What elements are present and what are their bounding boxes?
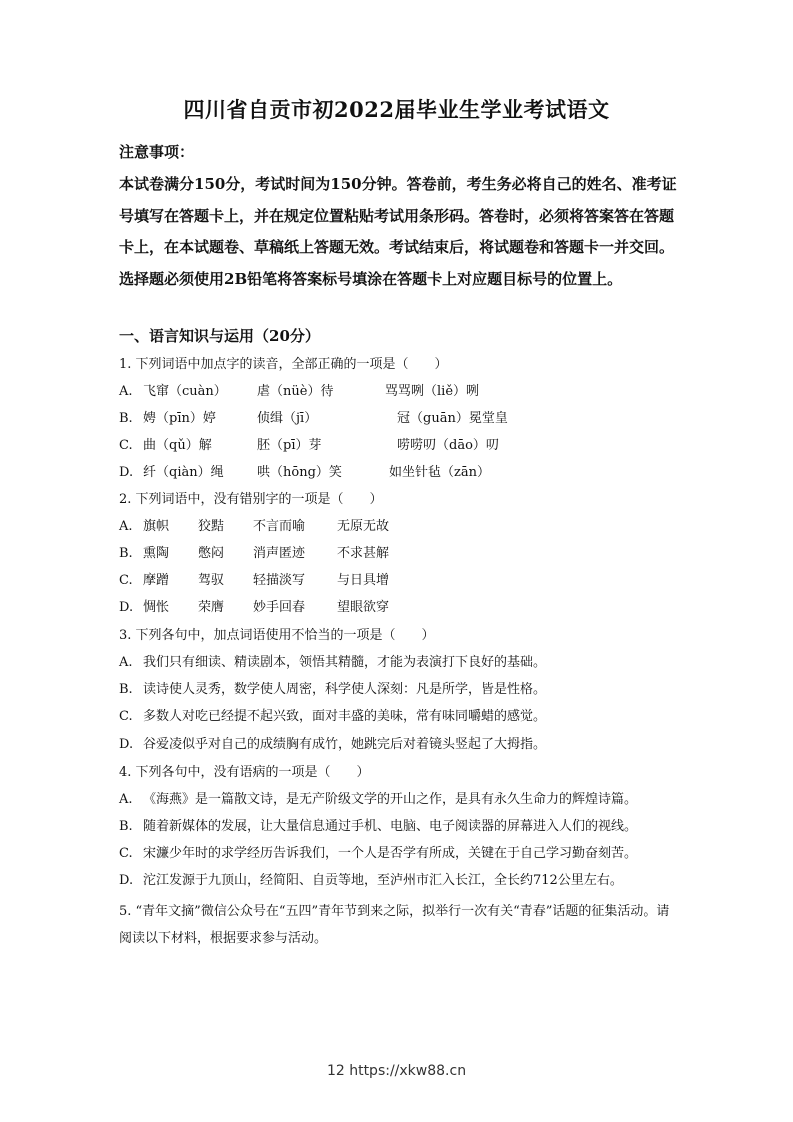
question-5-stem: 5. “青年文摘”微信公众号在“五四”青年节到来之际，拟举行一次有关“青春”话题的征集活动。请阅读以下材料，根据要求参与活动。	[119, 904, 670, 946]
option-text: 我们只有细读、精读剧本，领悟其精髓，才能为表演打下良好的基础。	[143, 655, 547, 670]
option-label: A.	[119, 519, 133, 534]
q3-option-d	[119, 736, 546, 754]
q1-d-item-1: 纤（qiàn）绳	[143, 465, 224, 480]
q3-option-b	[119, 681, 546, 699]
q1-a-item-1: 飞窜（cuàn）	[143, 384, 227, 399]
q2-d-word-4: 望眼欲穿	[337, 600, 390, 615]
option-text: 多数人对吃已经提不起兴致，面对丰盛的美味，常有味同嚼蜡的感觉。	[143, 709, 547, 724]
q1-c-item-3: 唠唠叨（dāo）叨	[397, 438, 499, 453]
q2-c-word-2: 驾驭	[198, 573, 225, 588]
page-title: 四川省自贡市初2022届毕业生学业考试语文	[183, 97, 610, 122]
q3-option-c	[119, 708, 546, 726]
option-label: A.	[119, 655, 133, 670]
q2-b-word-2: 憋闷	[198, 546, 225, 561]
option-text: 沱江发源于九顶山，经简阳、自贡等地，至泸州市汇入长江，全长约712公里左右。	[143, 873, 623, 888]
q4-option-b	[119, 818, 637, 836]
q2-d-word-1: 惆怅	[143, 600, 170, 615]
option-label: C.	[119, 573, 133, 588]
q2-b-word-1: 熏陶	[143, 546, 170, 561]
option-label: A.	[119, 384, 133, 399]
q1-a-item-2: 虐（nüè）待	[257, 384, 334, 399]
question-3-stem: 3. 下列各句中，加点词语使用不恰当的一项是（ ）	[119, 628, 435, 643]
option-text: 《海燕》是一篇散文诗，是无产阶级文学的开山之作，是具有永久生命力的辉煌诗篇。	[143, 792, 638, 807]
q2-c-word-4: 与日具增	[337, 573, 390, 588]
option-text: 读诗使人灵秀，数学使人周密，科学使人深刻：凡是所学，皆是性格。	[143, 682, 547, 697]
q2-b-word-4: 不求甚解	[337, 546, 390, 561]
option-label: D.	[119, 873, 134, 888]
option-text: 随着新媒体的发展，让大量信息通过手机、电脑、电子阅读器的屏幕进入人们的视线。	[143, 819, 638, 834]
q2-c-word-1: 摩蹭	[143, 573, 170, 588]
q1-option-c	[119, 437, 143, 455]
notice-body: 本试卷满分150分，考试时间为150分钟。答卷前，考生务必将自己的姓名、准考证号填写在答题卡上，并在规定位置粘贴考试用条形码。答卷时，必须将答案答在答题卡上，在本试题卷、草稿纸上答题无效。考试结束后，将试题卷和答题卡一并交回。选择题必须使用2B铅笔将答案标号填涂在答题卡上对应题目标号的位置上。	[119, 175, 677, 288]
notice-heading: 注意事项：	[119, 143, 195, 161]
q2-b-word-3: 消声匿迹	[253, 546, 306, 561]
q2-option-a	[119, 518, 143, 536]
page-footer: 12 https://xkw88.cn	[326, 1063, 467, 1079]
question-1-stem: 1. 下列词语中加点字的读音，全部正确的一项是（ ）	[119, 357, 448, 372]
option-label: D.	[119, 465, 134, 480]
question-2-stem: 2. 下列词语中，没有错别字的一项是（ ）	[119, 492, 383, 507]
q1-c-item-2: 胚（pī）芽	[257, 438, 322, 453]
option-label: C.	[119, 438, 133, 453]
q1-a-item-3: 骂骂咧（liě）咧	[385, 384, 480, 399]
q2-d-word-2: 荣膺	[198, 600, 225, 615]
q1-b-item-2: 侦缉（jī）	[257, 411, 318, 426]
q2-option-c	[119, 572, 143, 590]
q1-option-d	[119, 464, 143, 482]
option-label: B.	[119, 546, 133, 561]
q2-a-word-4: 无原无故	[337, 519, 390, 534]
q2-option-b	[119, 545, 143, 563]
option-label: B.	[119, 682, 133, 697]
q2-option-d	[119, 599, 143, 617]
q1-option-a	[119, 383, 143, 401]
q2-d-word-3: 妙手回春	[253, 600, 306, 615]
q2-a-word-2: 狡黠	[198, 519, 225, 534]
option-label: D.	[119, 737, 134, 752]
option-text: 谷爱凌似乎对自己的成绩胸有成竹，她跳完后对着镜头竖起了大拇指。	[143, 737, 547, 752]
q2-a-word-3: 不言而喻	[253, 519, 306, 534]
q2-c-word-3: 轻描淡写	[253, 573, 306, 588]
option-label: B.	[119, 819, 133, 834]
option-label: D.	[119, 600, 134, 615]
q4-option-c	[119, 845, 637, 863]
q2-a-word-1: 旗帜	[143, 519, 170, 534]
q1-d-item-3: 如坐针毡（zān）	[389, 465, 490, 480]
option-label: B.	[119, 411, 133, 426]
option-label: C.	[119, 709, 133, 724]
q1-c-item-1: 曲（qǔ）解	[143, 438, 212, 453]
q4-option-d	[119, 872, 623, 890]
section-heading: 一、语言知识与运用（20分）	[119, 327, 320, 345]
option-text: 宋濂少年时的求学经历告诉我们，一个人是否学有所成，关键在于自己学习勤奋刻苦。	[143, 846, 638, 861]
q3-option-a	[119, 654, 546, 672]
q4-option-a	[119, 791, 637, 809]
option-label: C.	[119, 846, 133, 861]
q1-b-item-3: 冠（guān）冕堂皇	[397, 411, 508, 426]
question-4-stem: 4. 下列各句中，没有语病的一项是（ ）	[119, 765, 370, 780]
q1-b-item-1: 娉（pīn）婷	[143, 411, 216, 426]
q1-option-b	[119, 410, 143, 428]
q1-d-item-2: 哄（hōng）笑	[257, 465, 342, 480]
option-label: A.	[119, 792, 133, 807]
